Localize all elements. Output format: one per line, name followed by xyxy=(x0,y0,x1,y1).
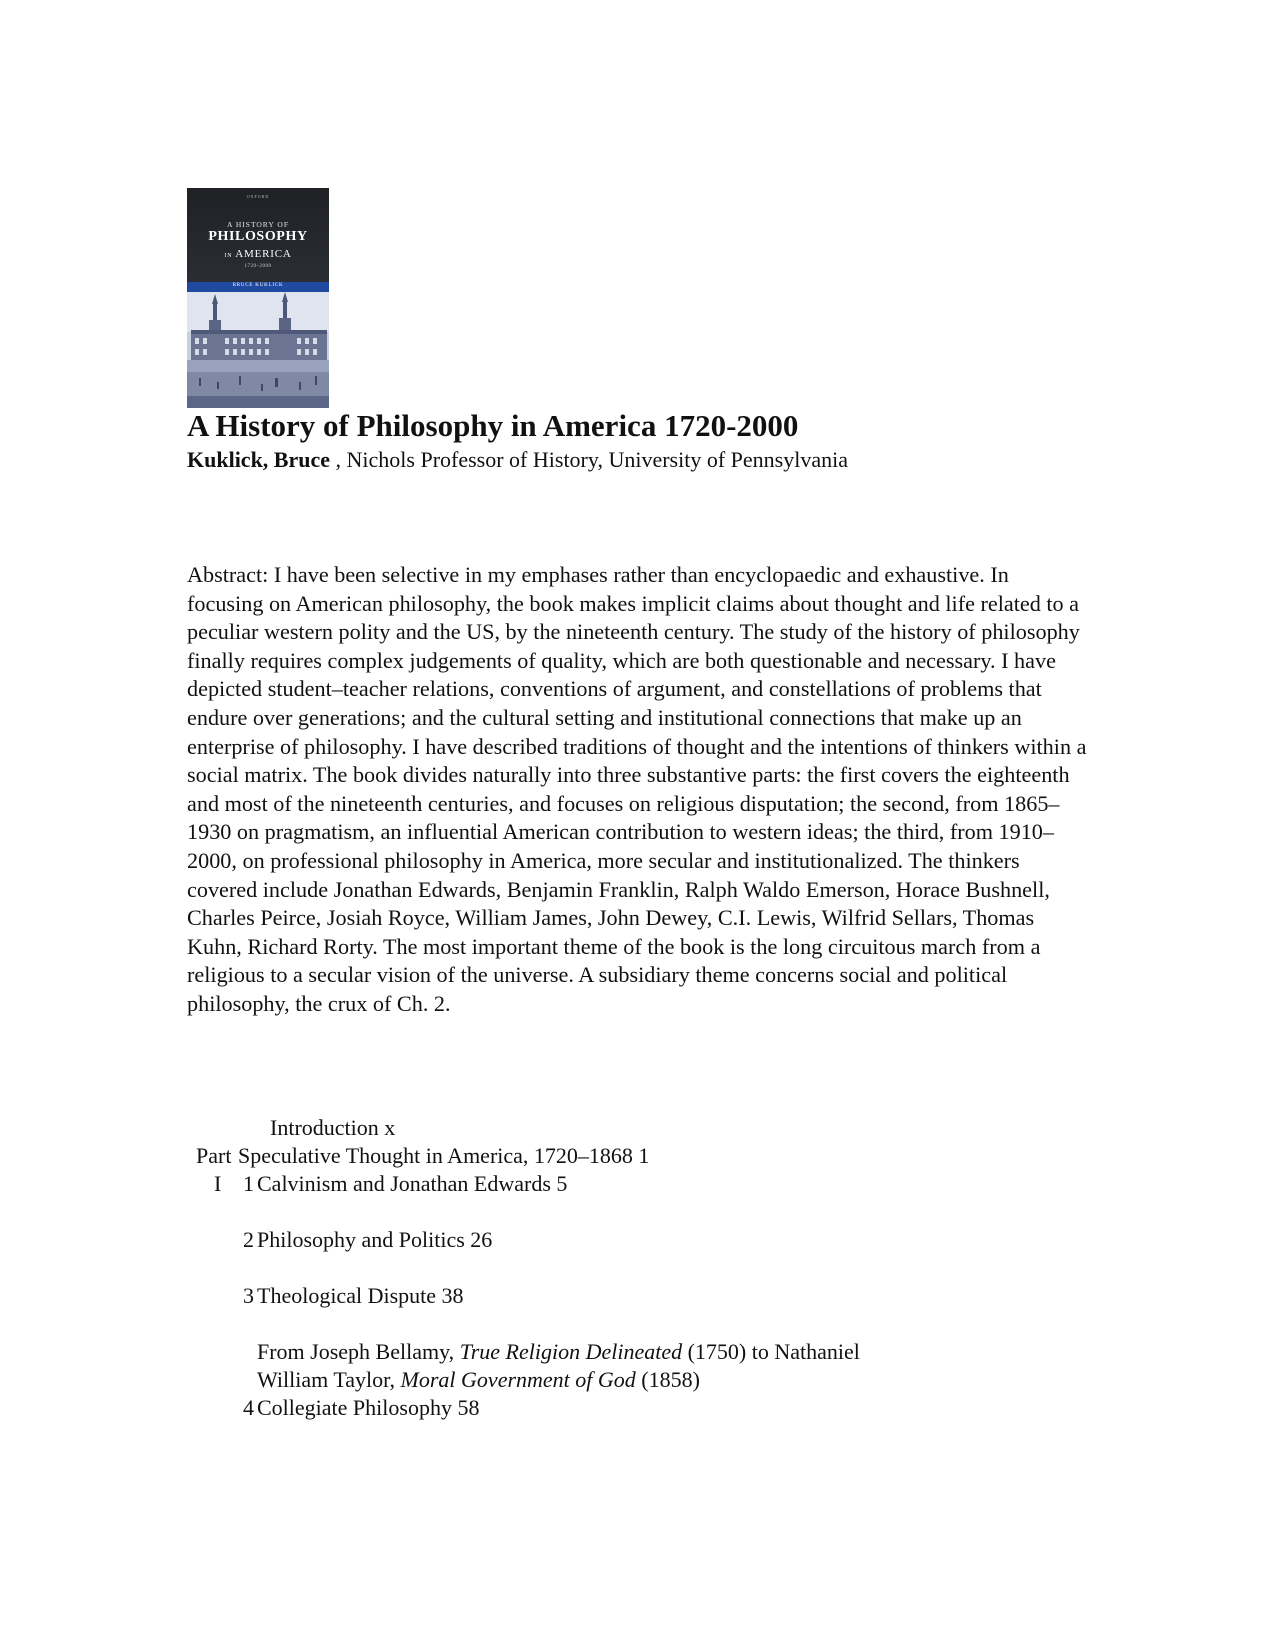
cover-title-word: AMERICA xyxy=(235,248,292,260)
note-text: From Joseph Bellamy, xyxy=(257,1339,460,1364)
cover-title-line2: PHILOSOPHY xyxy=(208,229,308,244)
abstract-text: Abstract: I have been selective in my emphases rather than encyclopaedic and exhaustive. In focusing on American philosophy, the book makes implicit claims about thought and life related to a peculiar western polity and the US, by the nineteenth century. The study of the history of philosophy finally requires complex judgements of quality, which are both questionable and necessary. I have depicted student–teacher relations, conventions of argument, and constellations of problems that endure over generations; and the cultural setting and institutional connections that make up an enterprise of philosophy. I have described traditions of thought and the intentions of thinkers within a social matrix. The book divides naturally into three substantive parts: the first covers the eighteenth and most of the nineteenth centuries, and focuses on religious disputation; the second, from 1865–1930 on pragmatism, an influential American contribution to western ideas; the third, from 1910–2000, on professional philosophy in America, more secular and institutionalized. The thinkers covered include Jonathan Edwards, Benjamin Franklin, Ralph Waldo Emerson, Horace Bushnell, Charles Peirce, Josiah Royce, William James, John Dewey, C.I. Lewis, Wilfrid Sellars, Thomas Kuhn, Richard Rorty. The most important theme of the book is the long circuitous march from a religious to a secular vision of the universe. A subsidiary theme concerns social and political philosophy, the crux of Ch. 2. xyxy=(187,562,1087,1016)
toc-part-label: Part xyxy=(196,1143,232,1168)
toc-chapter-note-line1 xyxy=(257,1338,860,1366)
note-work-title: True Religion Delineated xyxy=(459,1339,683,1364)
toc-chapter-note-line2 xyxy=(257,1366,700,1394)
note-text: (1750) to Nathaniel xyxy=(682,1339,860,1364)
note-text: William Taylor, xyxy=(257,1367,401,1392)
cover-title-prefix: IN xyxy=(224,253,233,259)
toc-chapter-title: Theological Dispute 38 xyxy=(257,1283,464,1308)
toc-chapter-number: 1 xyxy=(243,1171,254,1196)
toc-chapter-number: 2 xyxy=(243,1227,254,1252)
toc-chapter-title: Calvinism and Jonathan Edwards 5 xyxy=(257,1171,568,1196)
toc-chapter-title: Philosophy and Politics 26 xyxy=(257,1227,493,1252)
toc-chapter-number: 4 xyxy=(243,1395,254,1420)
note-text: (1858) xyxy=(635,1367,700,1392)
author-name: Kuklick, Bruce xyxy=(187,447,331,472)
toc-introduction: Introduction x xyxy=(270,1115,396,1140)
cover-years: 1720–2000 xyxy=(244,264,272,269)
book-title: A History of Philosophy in America 1720-2000 xyxy=(187,408,799,443)
cover-title-line3 xyxy=(187,248,329,260)
cover-title-line1: A HISTORY OF xyxy=(226,220,289,229)
toc-part-title: Speculative Thought in America, 1720–1868 1 xyxy=(238,1143,650,1168)
note-work-title: Moral Government of God xyxy=(400,1367,636,1392)
toc-chapter-title: Collegiate Philosophy 58 xyxy=(257,1395,480,1420)
toc-part-numeral: I xyxy=(214,1171,222,1196)
book-cover-image xyxy=(187,188,329,408)
cover-dark-panel xyxy=(187,188,329,282)
cover-author: BRUCE KUKLICK xyxy=(232,283,284,288)
cover-building-photo xyxy=(187,292,329,408)
toc-chapter-number: 3 xyxy=(243,1283,254,1308)
author-line xyxy=(187,446,848,474)
cover-publisher: OXFORD xyxy=(246,194,270,199)
author-affiliation: , Nichols Professor of History, University of Pennsylvania xyxy=(330,447,848,472)
